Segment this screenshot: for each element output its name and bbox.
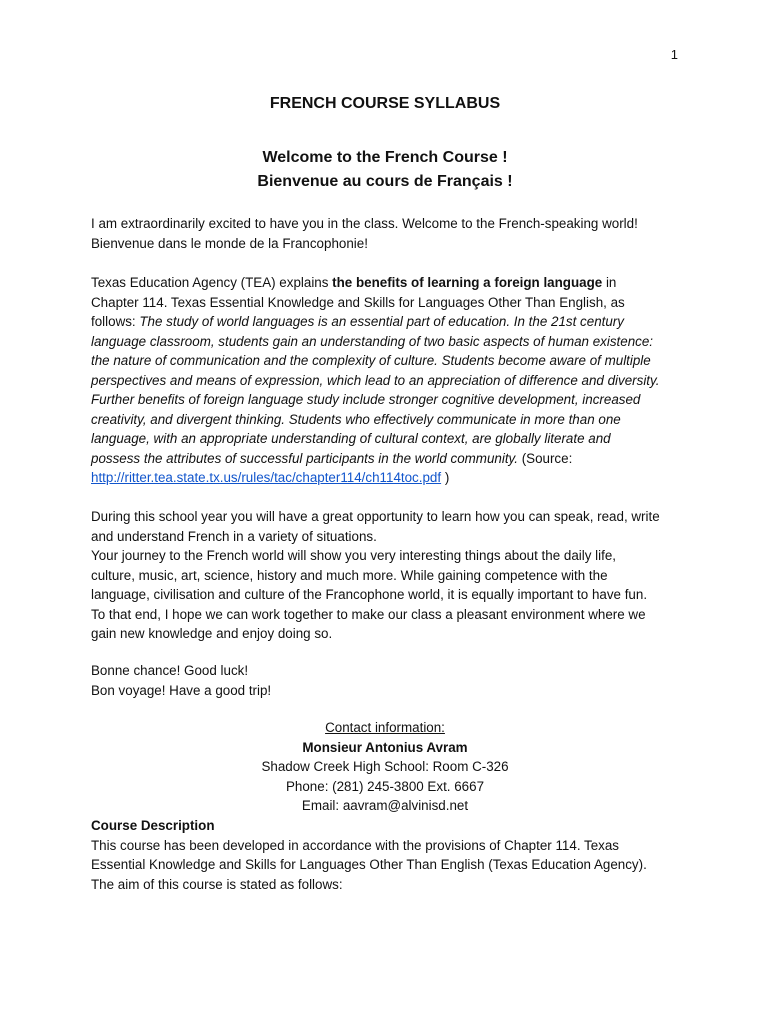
school-year-line: During this school year you will have a great opportunity to learn how you can speak, read, write <box>91 509 660 524</box>
contact-block <box>0 718 770 816</box>
welcome-english: Welcome to the French Course ! <box>262 149 508 166</box>
tea-quote: The study of world languages is an essential part of education. In the 21st century <box>139 314 624 329</box>
contact-email: Email: aavram@alvinisd.net <box>301 798 469 813</box>
tea-quote: possess the attributes of successful participants in the world community. <box>91 450 518 466</box>
tea-quote-line: perspectives and means of expression, which lead to an appreciation of difference and diversity. <box>91 372 660 388</box>
course-description-line: Essential Knowledge and Skills for Languages Other Than English (Texas Education Agency). <box>91 857 647 872</box>
contact-name: Monsieur Antonius Avram <box>302 739 468 755</box>
tea-quote-line: creativity, and divergent thinking. Students who effectively communicate in more than one <box>91 411 621 427</box>
tea-quote-line: Further benefits of foreign language study include stronger cognitive development, increased <box>91 392 641 407</box>
school-year-paragraph <box>91 507 691 644</box>
tea-text: (Source: <box>517 450 573 466</box>
tea-paragraph <box>91 273 691 488</box>
intro-line: Bienvenue dans le monde de la Francophonie! <box>91 235 368 251</box>
tea-text: Texas Education Agency (TEA) explains <box>91 275 333 290</box>
course-description-heading: Course Description <box>91 818 215 833</box>
tea-line <box>91 468 691 488</box>
course-description-line: The aim of this course is stated as follows: <box>91 876 343 892</box>
tea-text: ) <box>441 470 450 485</box>
course-description-line: This course has been developed in accordance with the provisions of Chapter 114. Texas <box>91 837 620 853</box>
intro-paragraph <box>91 214 691 253</box>
tea-text: in <box>602 275 617 290</box>
closing-line: Bon voyage! Have a good trip! <box>91 682 272 698</box>
closing-paragraph <box>91 661 691 700</box>
school-year-line: gain new knowledge and enjoy doing so. <box>91 626 333 641</box>
tea-line <box>91 312 691 332</box>
closing-line: Bonne chance! Good luck! <box>91 663 249 678</box>
page-number: 1 <box>670 47 678 62</box>
tea-quote-line: language, with an appropriate understanding of cultural context, are globally literate and <box>91 431 611 446</box>
tea-text: follows: <box>91 314 140 329</box>
contact-heading: Contact information: <box>325 720 445 735</box>
tea-source-link[interactable]: http://ritter.tea.state.tx.us/rules/tac/chapter114/ch114toc.pdf <box>91 470 442 485</box>
course-description-section <box>91 816 691 894</box>
school-year-line: culture, music, art, science, history and much more. While gaining competence with the <box>91 567 608 583</box>
contact-school: Shadow Creek High School: Room C-326 <box>261 759 509 774</box>
school-year-line: Your journey to the French world will show you very interesting things about the daily life, <box>91 548 616 563</box>
tea-quote-line: the nature of communication and the complexity of culture. Students become aware of multiple <box>91 353 651 368</box>
tea-bold-text: the benefits of learning a foreign language <box>332 275 603 290</box>
welcome-heading <box>0 146 770 194</box>
tea-line: Chapter 114. Texas Essential Knowledge and Skills for Languages Other Than English, as <box>91 294 625 310</box>
tea-line <box>91 449 691 469</box>
welcome-french: Bienvenue au cours de Français ! <box>257 173 513 190</box>
school-year-line: and understand French in a variety of situations. <box>91 528 377 544</box>
school-year-line: language, civilisation and culture of the Francophone world, it is equally important to have fun. <box>91 587 648 602</box>
contact-phone: Phone: (281) 245-3800 Ext. 6667 <box>285 778 485 794</box>
school-year-line: To that end, I hope we can work together to make our class a pleasant environment where we <box>91 606 646 622</box>
tea-quote-line: language classroom, students gain an understanding of two basic aspects of human existence: <box>91 333 654 349</box>
tea-line <box>91 273 691 293</box>
page-title: FRENCH COURSE SYLLABUS <box>269 95 501 112</box>
intro-line: I am extraordinarily excited to have you in the class. Welcome to the French-speaking world! <box>91 216 638 231</box>
